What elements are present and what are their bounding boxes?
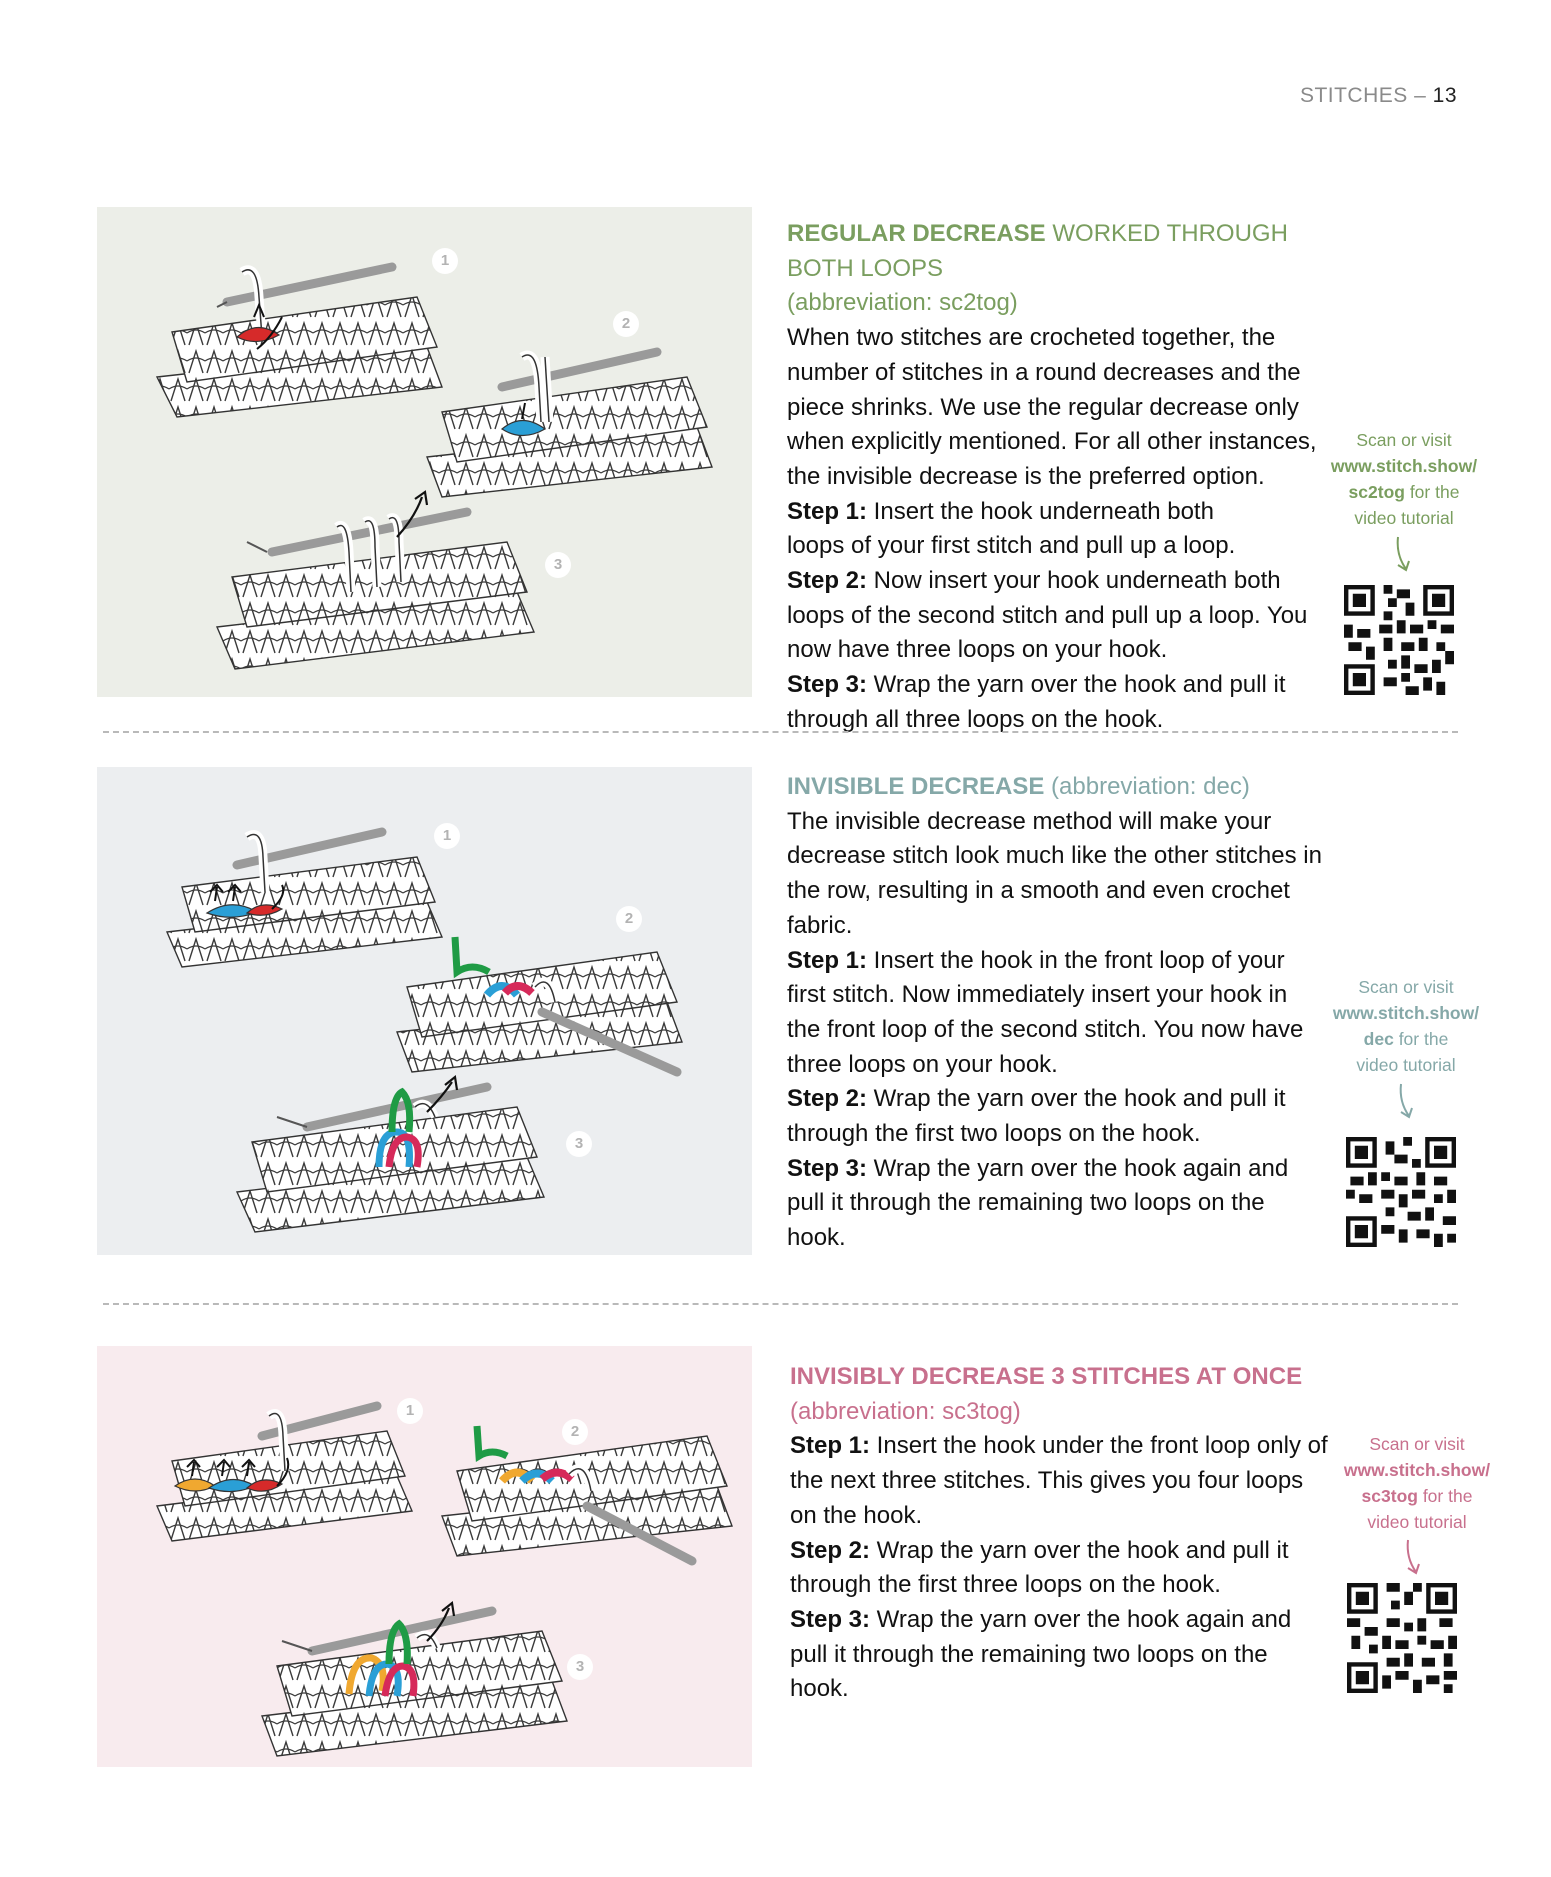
qr-url[interactable]: www.stitch.show/: [1343, 1460, 1491, 1480]
step-2: [790, 1534, 1315, 1603]
step-number-badge: 1: [432, 248, 458, 274]
intro-text: When two stitches are crocheted together, the number of stitches in a round decreases and the piece shrinks. We use the regular decrease only when explicitly mentioned. For all other instances, the invisible decrease is the preferred option.: [787, 324, 1317, 490]
title-rest: WORKED THROUGH BOTH LOOPS: [787, 220, 1288, 282]
step-number-badge: 2: [616, 906, 642, 932]
step-text: Wrap the yarn over the hook and pull it through the first three loops on the hook.: [790, 1536, 1289, 1599]
intro-text: The invisible decrease method will make your decrease stitch look much like the other stitches in the row, resulting in a smooth and even crochet fabric.: [787, 807, 1322, 939]
section-divider: [103, 731, 1458, 733]
qr-line-rest: for the: [1417, 1486, 1473, 1506]
header-dash: –: [1407, 84, 1433, 107]
section-decrease-3-stitches: [790, 1360, 1350, 1707]
step-label: Step 3:: [787, 1154, 868, 1182]
stitch-diagram: [97, 207, 752, 697]
step-text: Insert the hook underneath both loops of your first stitch and pull up a loop.: [787, 497, 1236, 560]
arrow-down-icon: [1395, 1082, 1419, 1122]
step-number-badge: 2: [562, 1419, 588, 1445]
step-text: Now insert your hook underneath both loops of the second stitch and pull up a loop. You now have three loops on your hook.: [787, 567, 1308, 664]
step-text: Insert the hook under the front loop only of the next three stitches. This gives you four loops on the hook.: [790, 1432, 1328, 1529]
qr-line: [1327, 1483, 1507, 1509]
step-2: [787, 1082, 1307, 1151]
section-title: [787, 770, 1347, 805]
abbreviation: (abbreviation: sc2tog): [787, 289, 1018, 317]
qr-code-icon[interactable]: [1347, 1583, 1457, 1693]
step-number-badge: 1: [397, 1398, 423, 1424]
step-label: Step 1:: [790, 1432, 871, 1460]
qr-code-icon[interactable]: [1346, 1137, 1456, 1247]
running-head: [1300, 84, 1457, 108]
arrow-down-icon: [1402, 1538, 1426, 1578]
title-bold: INVISIBLE DECREASE: [787, 773, 1045, 800]
qr-note: [1314, 427, 1494, 531]
step-1: [787, 944, 1327, 1083]
step-label: Step 2:: [787, 1085, 868, 1113]
step-label: Step 2:: [787, 567, 868, 595]
step-label: Step 1:: [787, 946, 868, 974]
abbreviation: (abbreviation: sc3tog): [790, 1397, 1021, 1425]
qr-line: [1314, 479, 1494, 505]
section-divider: [103, 1303, 1458, 1305]
step-text: Wrap the yarn over the hook and pull it through all three loops on the hook.: [787, 671, 1286, 733]
qr-note: [1327, 1431, 1507, 1535]
qr-code-name: sc3tog: [1361, 1486, 1418, 1506]
qr-code-name: dec: [1363, 1029, 1394, 1049]
qr-line: [1316, 1026, 1496, 1052]
step-number-badge: 1: [434, 823, 460, 849]
step-text: Wrap the yarn over the hook again and pull it through the remaining two loops on the hook.: [787, 1154, 1289, 1252]
step-text: Wrap the yarn over the hook again and pull it through the remaining two loops on the hook.: [790, 1605, 1292, 1703]
page-number: 13: [1432, 84, 1457, 107]
qr-line: Scan or visit: [1356, 430, 1452, 450]
qr-line: video tutorial: [1356, 1055, 1456, 1075]
arrow-down-icon: [1392, 535, 1416, 575]
step-3: [790, 1603, 1300, 1707]
step-label: Step 1:: [787, 497, 868, 525]
title-bold: INVISIBLY DECREASE 3 STITCHES AT ONCE: [790, 1363, 1303, 1390]
step-3: [787, 668, 1307, 737]
stitch-diagram: [97, 1346, 752, 1767]
qr-url[interactable]: www.stitch.show/: [1330, 456, 1478, 476]
title-rest: (abbreviation: dec): [1044, 773, 1250, 800]
qr-line: video tutorial: [1354, 508, 1454, 528]
qr-line: Scan or visit: [1358, 977, 1454, 997]
qr-code-icon[interactable]: [1344, 585, 1454, 695]
step-number-badge: 3: [545, 552, 571, 578]
section-invisible-decrease: [787, 770, 1347, 1256]
illustration-regular-decrease: [97, 207, 752, 697]
illustration-invisible-decrease: [97, 767, 752, 1255]
step-1: [790, 1429, 1330, 1533]
step-number-badge: 3: [566, 1131, 592, 1157]
qr-line: video tutorial: [1367, 1512, 1467, 1532]
qr-note: [1316, 974, 1496, 1078]
qr-code-name: sc2tog: [1348, 482, 1405, 502]
step-3: [787, 1152, 1297, 1256]
step-number-badge: 2: [613, 311, 639, 337]
section-title: [790, 1360, 1350, 1395]
step-1: [787, 495, 1277, 564]
qr-line: Scan or visit: [1369, 1434, 1465, 1454]
title-bold: REGULAR DECREASE: [787, 220, 1046, 247]
step-2: [787, 564, 1332, 668]
step-text: Insert the hook in the front loop of your first stitch. Now immediately insert your hook in the front loop of the second stitch. You now have three loops on your hook.: [787, 946, 1304, 1078]
stitch-diagram: [97, 767, 752, 1255]
step-number-badge: 3: [567, 1654, 593, 1680]
step-label: Step 3:: [787, 671, 868, 699]
section-regular-decrease: [787, 217, 1347, 738]
chapter-label: STITCHES: [1299, 84, 1408, 107]
qr-line-rest: for the: [1393, 1029, 1449, 1049]
step-label: Step 2:: [790, 1536, 871, 1564]
section-title: [787, 217, 1347, 286]
step-label: Step 3:: [790, 1605, 871, 1633]
illustration-decrease-3-stitches: [97, 1346, 752, 1767]
step-text: Wrap the yarn over the hook and pull it through the first two loops on the hook.: [787, 1085, 1286, 1148]
qr-url[interactable]: www.stitch.show/: [1332, 1003, 1480, 1023]
qr-line-rest: for the: [1404, 482, 1460, 502]
